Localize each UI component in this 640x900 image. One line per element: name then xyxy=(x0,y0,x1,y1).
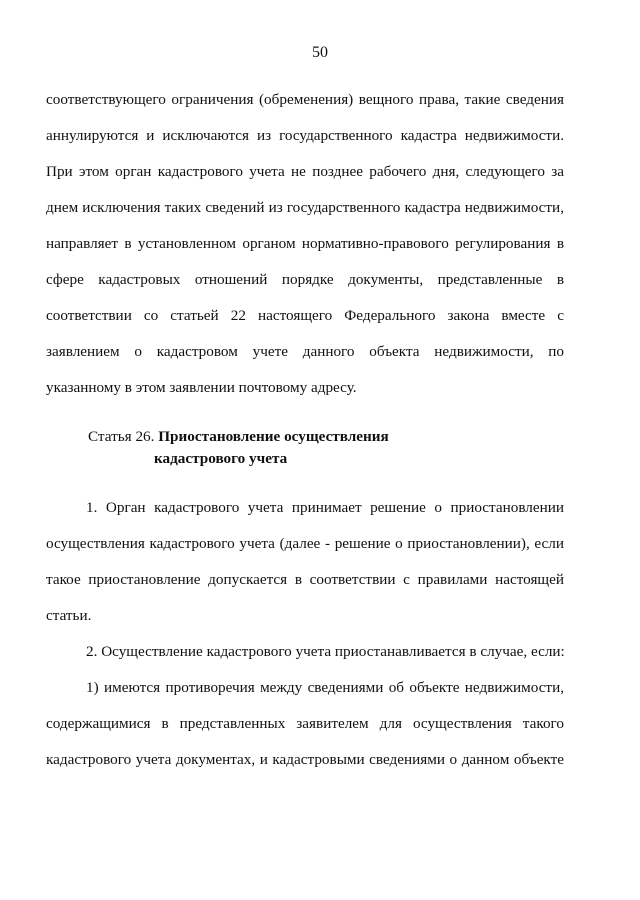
subpoint-1-line: 1) имеются противоречия между сведениями об объекте недвижимости, xyxy=(86,679,564,696)
text-line: соответствии со статьей 22 настоящего Федерального закона вместе с xyxy=(46,307,564,324)
article-title-line-2: кадастрового учета xyxy=(154,450,288,467)
subpoint-1-line: кадастрового учета документах, и кадастровыми сведениями о данном объекте xyxy=(46,751,564,768)
article-body xyxy=(46,490,564,778)
text-line: указанному в этом заявлении почтовому адресу. xyxy=(46,379,357,396)
text-line: днем исключения таких сведений из государственного кадастра недвижимости, xyxy=(46,199,564,216)
page-number: 50 xyxy=(312,44,328,61)
text-line: направляет в установленном органом нормативно-правового регулирования в xyxy=(46,235,564,252)
text-line: сфере кадастровых отношений порядке документы, представленные в xyxy=(46,271,564,288)
text-line: соответствующего ограничения (обременения) вещного права, такие сведения xyxy=(46,91,564,108)
point-1-line: такое приостановление допускается в соответствии с правилами настоящей xyxy=(46,571,564,588)
article-number: Статья 26. xyxy=(88,428,155,445)
paragraph-continuation xyxy=(46,82,564,406)
text-line: При этом орган кадастрового учета не позднее рабочего дня, следующего за xyxy=(46,163,564,180)
point-1-line: статьи. xyxy=(46,607,92,624)
article-heading xyxy=(88,426,389,470)
subpoint-1-line: содержащимися в представленных заявителем для осуществления такого xyxy=(46,715,564,732)
text-line: аннулируются и исключаются из государственного кадастра недвижимости. xyxy=(46,127,564,144)
point-1-line: 1. Орган кадастрового учета принимает решение о приостановлении xyxy=(86,499,564,516)
point-1-line: осуществления кадастрового учета (далее - решение о приостановлении), если xyxy=(46,535,564,552)
point-2-line: 2. Осуществление кадастрового учета приостанавливается в случае, если: xyxy=(86,643,565,660)
text-line: заявлением о кадастровом учете данного объекта недвижимости, по xyxy=(46,343,564,360)
article-title-line-1: Приостановление осуществления xyxy=(158,428,389,445)
